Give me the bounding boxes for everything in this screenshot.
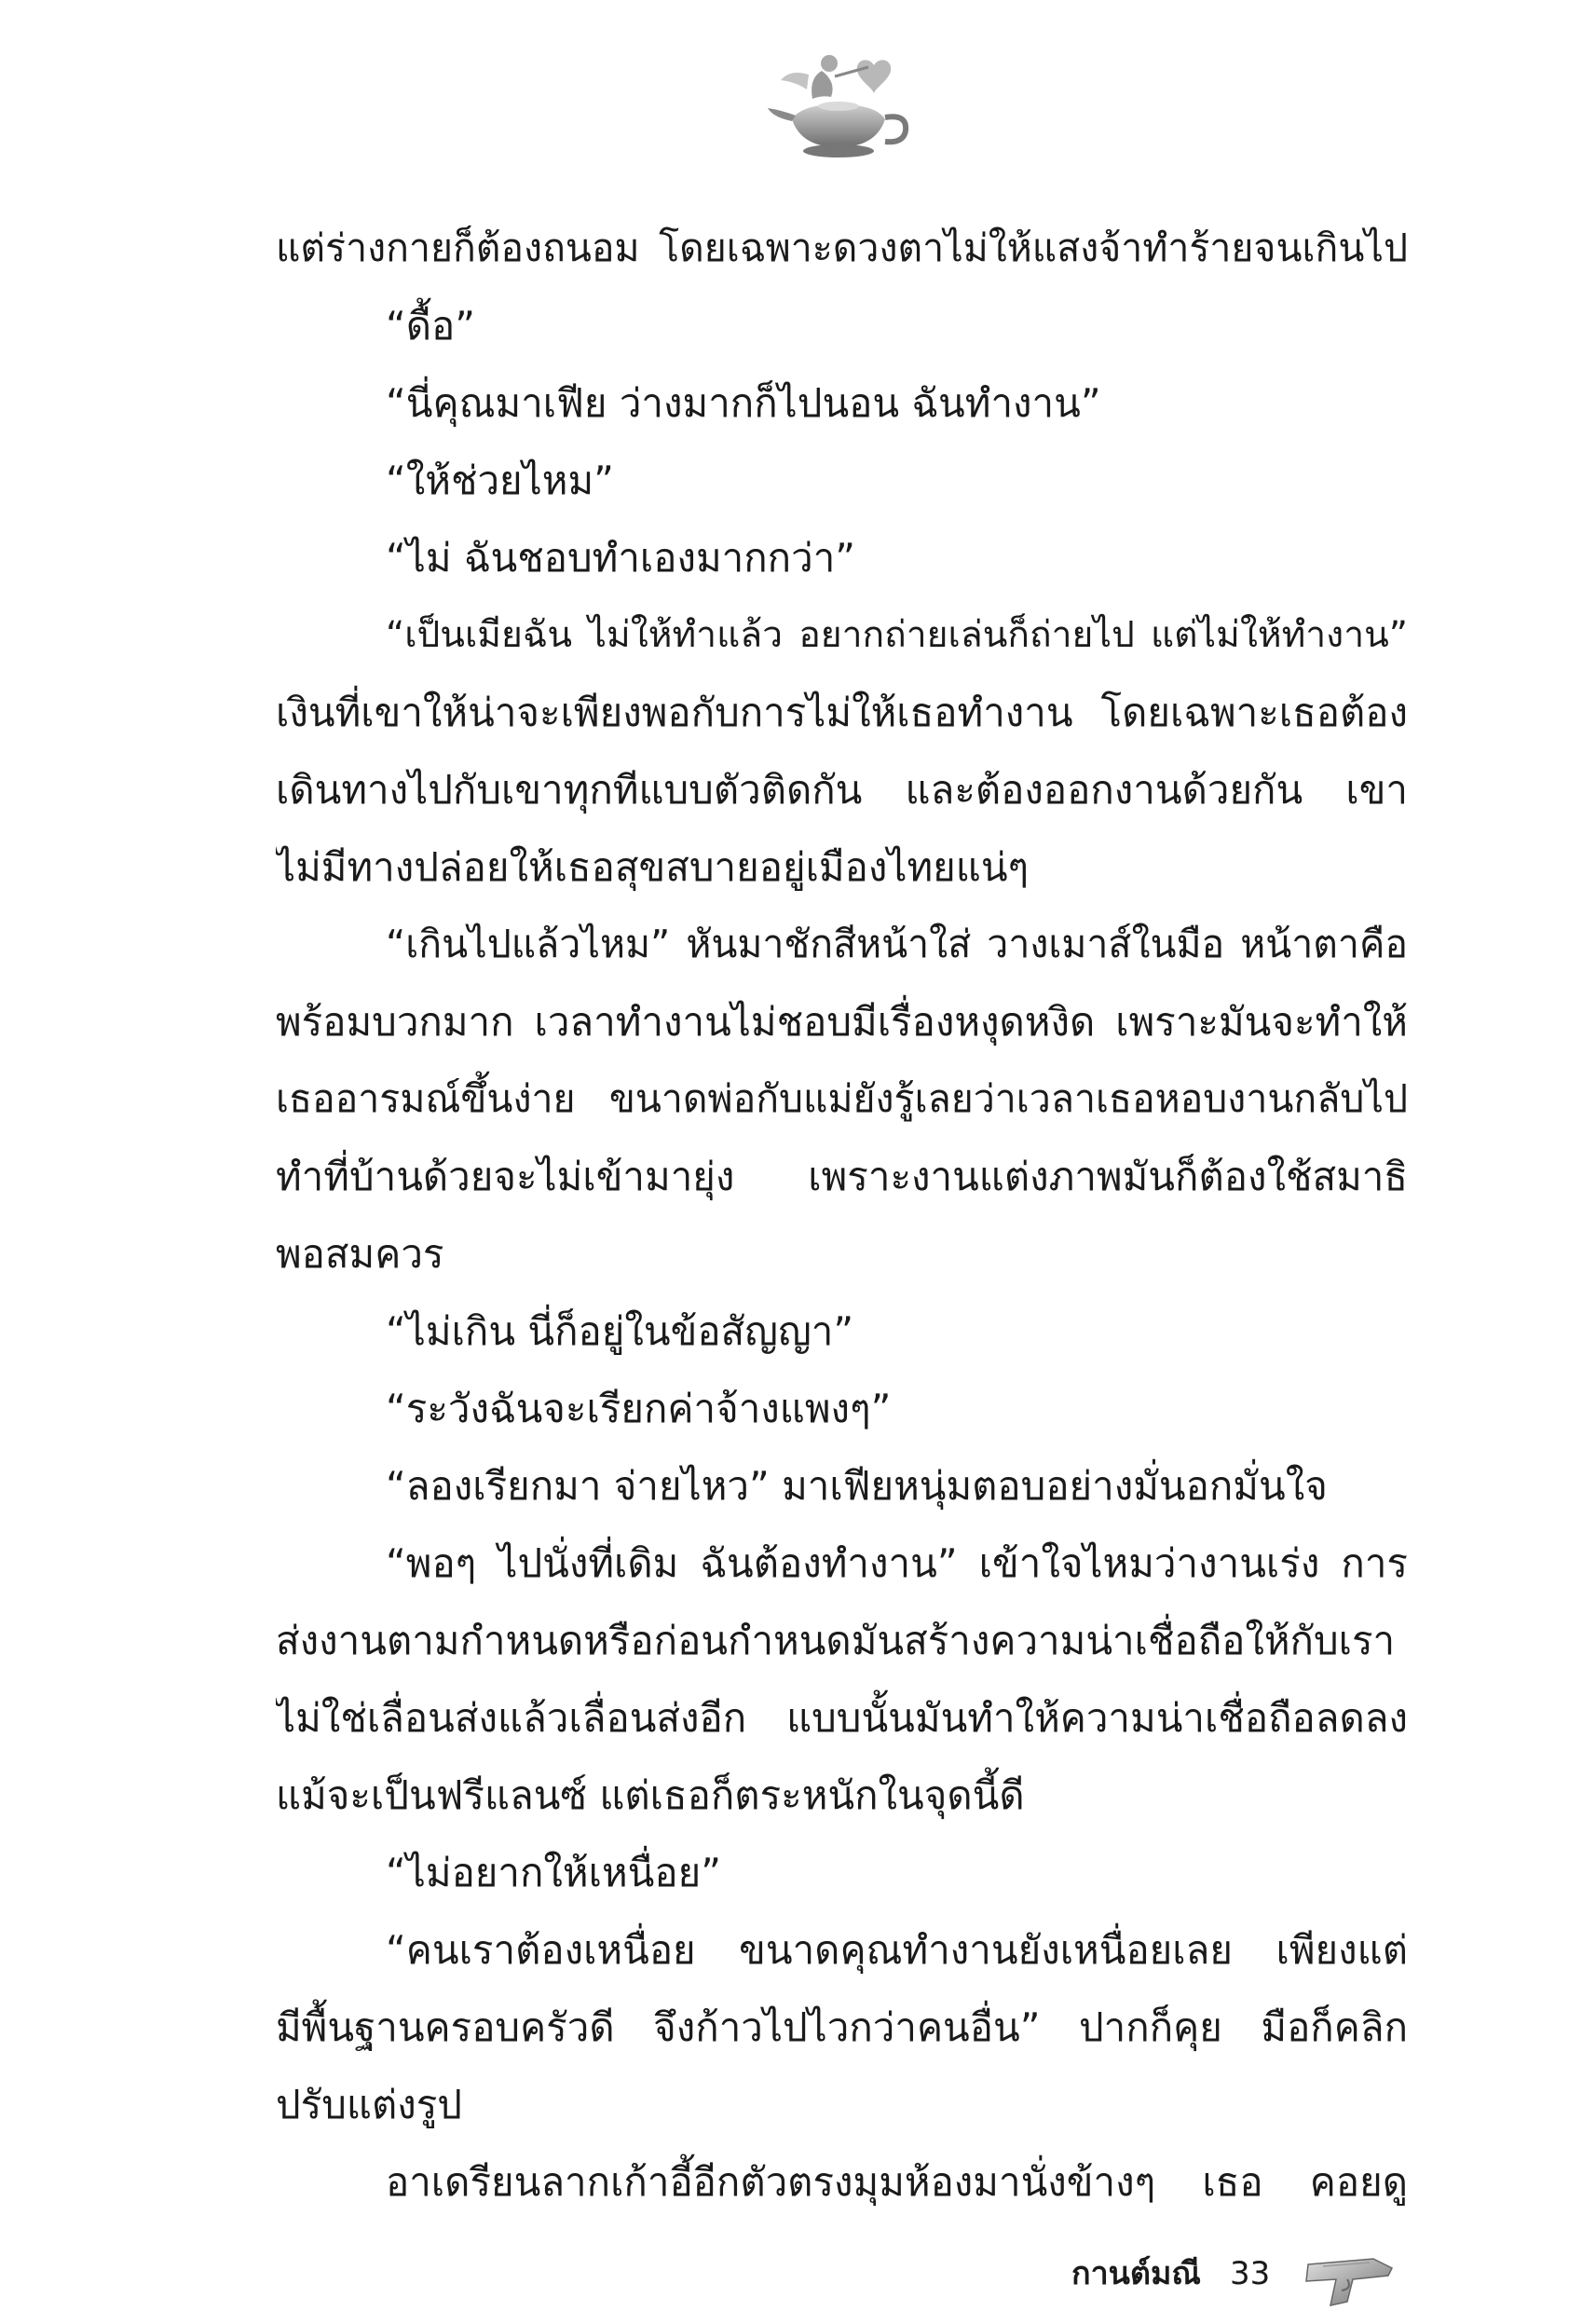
text-line: “ให้ช่วยไหม” xyxy=(386,458,614,503)
text-line: มีพื้นฐานครอบครัวดี จึงก้าวไปไวกว่าคนอื่น” ปากก็คุย มือก็คลิก xyxy=(276,2004,1408,2050)
text-line: เธออารมณ์ขึ้นง่าย ขนาดพ่อกับแม่ยังรู้เลยว่าเวลาเธอหอบงานกลับไป xyxy=(276,1076,1408,1121)
text-line: “ระวังฉันจะเรียกค่าจ้างแพงๆ” xyxy=(386,1386,892,1431)
text-line: ไม่มีทางปล่อยให้เธอสุขสบายอยู่เมืองไทยแน่ๆ xyxy=(276,844,1030,890)
text-line: เงินที่เขาให้น่าจะเพียงพอกับการไม่ให้เธอทำงาน โดยเฉพาะเธอต้อง xyxy=(276,690,1408,735)
text-line: “ไม่เกิน นี่ก็อยู่ในข้อสัญญา” xyxy=(386,1308,854,1354)
text-line: ปรับแต่งรูป xyxy=(276,2082,462,2127)
text-line: “เกินไปแล้วไหม” หันมาชักสีหน้าใส่ วางเมาส์ในมือ หน้าตาคือ xyxy=(386,922,1408,966)
text-line: เดินทางไปกับเขาทุกทีแบบตัวติดกัน และต้องออกงานด้วยกัน เขา xyxy=(276,767,1408,813)
text-line: “ไม่ ฉันชอบทำเองมากกว่า” xyxy=(386,535,856,581)
text-line: “ไม่อยากให้เหนื่อย” xyxy=(386,1850,721,1895)
text-line: “คนเราต้องเหนื่อย ขนาดคุณทำงานยังเหนื่อยเลย เพียงแต่ xyxy=(386,1927,1408,1973)
book-title: กานต์มณี xyxy=(1071,2255,1201,2292)
text-line: “ดื้อ” xyxy=(386,303,476,349)
teapot-cupid-ornament-icon xyxy=(764,47,922,168)
text-line: “นี่คุณมาเฟีย ว่างมากก็ไปนอน ฉันทำงาน” xyxy=(386,380,1101,426)
page-number: 33 xyxy=(1230,2255,1271,2292)
text-line: พร้อมบวกมาก เวลาทำงานไม่ชอบมีเรื่องหงุดหงิด เพราะมันจะทำให้ xyxy=(276,999,1408,1045)
text-line: ไม่ใช่เลื่อนส่งแล้วเลื่อนส่งอีก แบบนั้นมันทำให้ความน่าเชื่อถือลดลง xyxy=(276,1695,1408,1741)
text-line: แม้จะเป็นฟรีแลนซ์ แต่เธอก็ตระหนักในจุดนี้ดี xyxy=(276,1772,1025,1818)
text-line: พอสมควร xyxy=(276,1231,444,1277)
text-line: ส่งงานตามกำหนดหรือก่อนกำหนดมันสร้างความน่าเชื่อถือให้กับเรา xyxy=(276,1618,1396,1663)
text-line: “พอๆ ไปนั่งที่เดิม ฉันต้องทำงาน” เข้าใจไหมว่างานเร่ง การ xyxy=(386,1540,1408,1586)
text-line: แต่ร่างกายก็ต้องถนอม โดยเฉพาะดวงตาไม่ให้แสงจ้าทำร้ายจนเกินไป xyxy=(276,226,1408,270)
body-text xyxy=(276,210,1408,2221)
text-line: “ลองเรียกมา จ่ายไหว” มาเฟียหนุ่มตอบอย่างมั่นอกมั่นใจ xyxy=(386,1463,1328,1509)
pistol-icon xyxy=(1304,2255,1398,2306)
text-line: ทำที่บ้านด้วยจะไม่เข้ามายุ่ง เพราะงานแต่งภาพมันก็ต้องใช้สมาธิ xyxy=(276,1154,1408,1199)
text-line: อาเดรียนลากเก้าอี้อีกตัวตรงมุมห้องมานั่งข้างๆ เธอ คอยดู xyxy=(386,2159,1408,2205)
text-line: “เป็นเมียฉัน ไม่ให้ทำแล้ว อยากถ่ายเล่นก็ถ่ายไป แต่ไม่ให้ทำงาน” xyxy=(386,614,1408,656)
